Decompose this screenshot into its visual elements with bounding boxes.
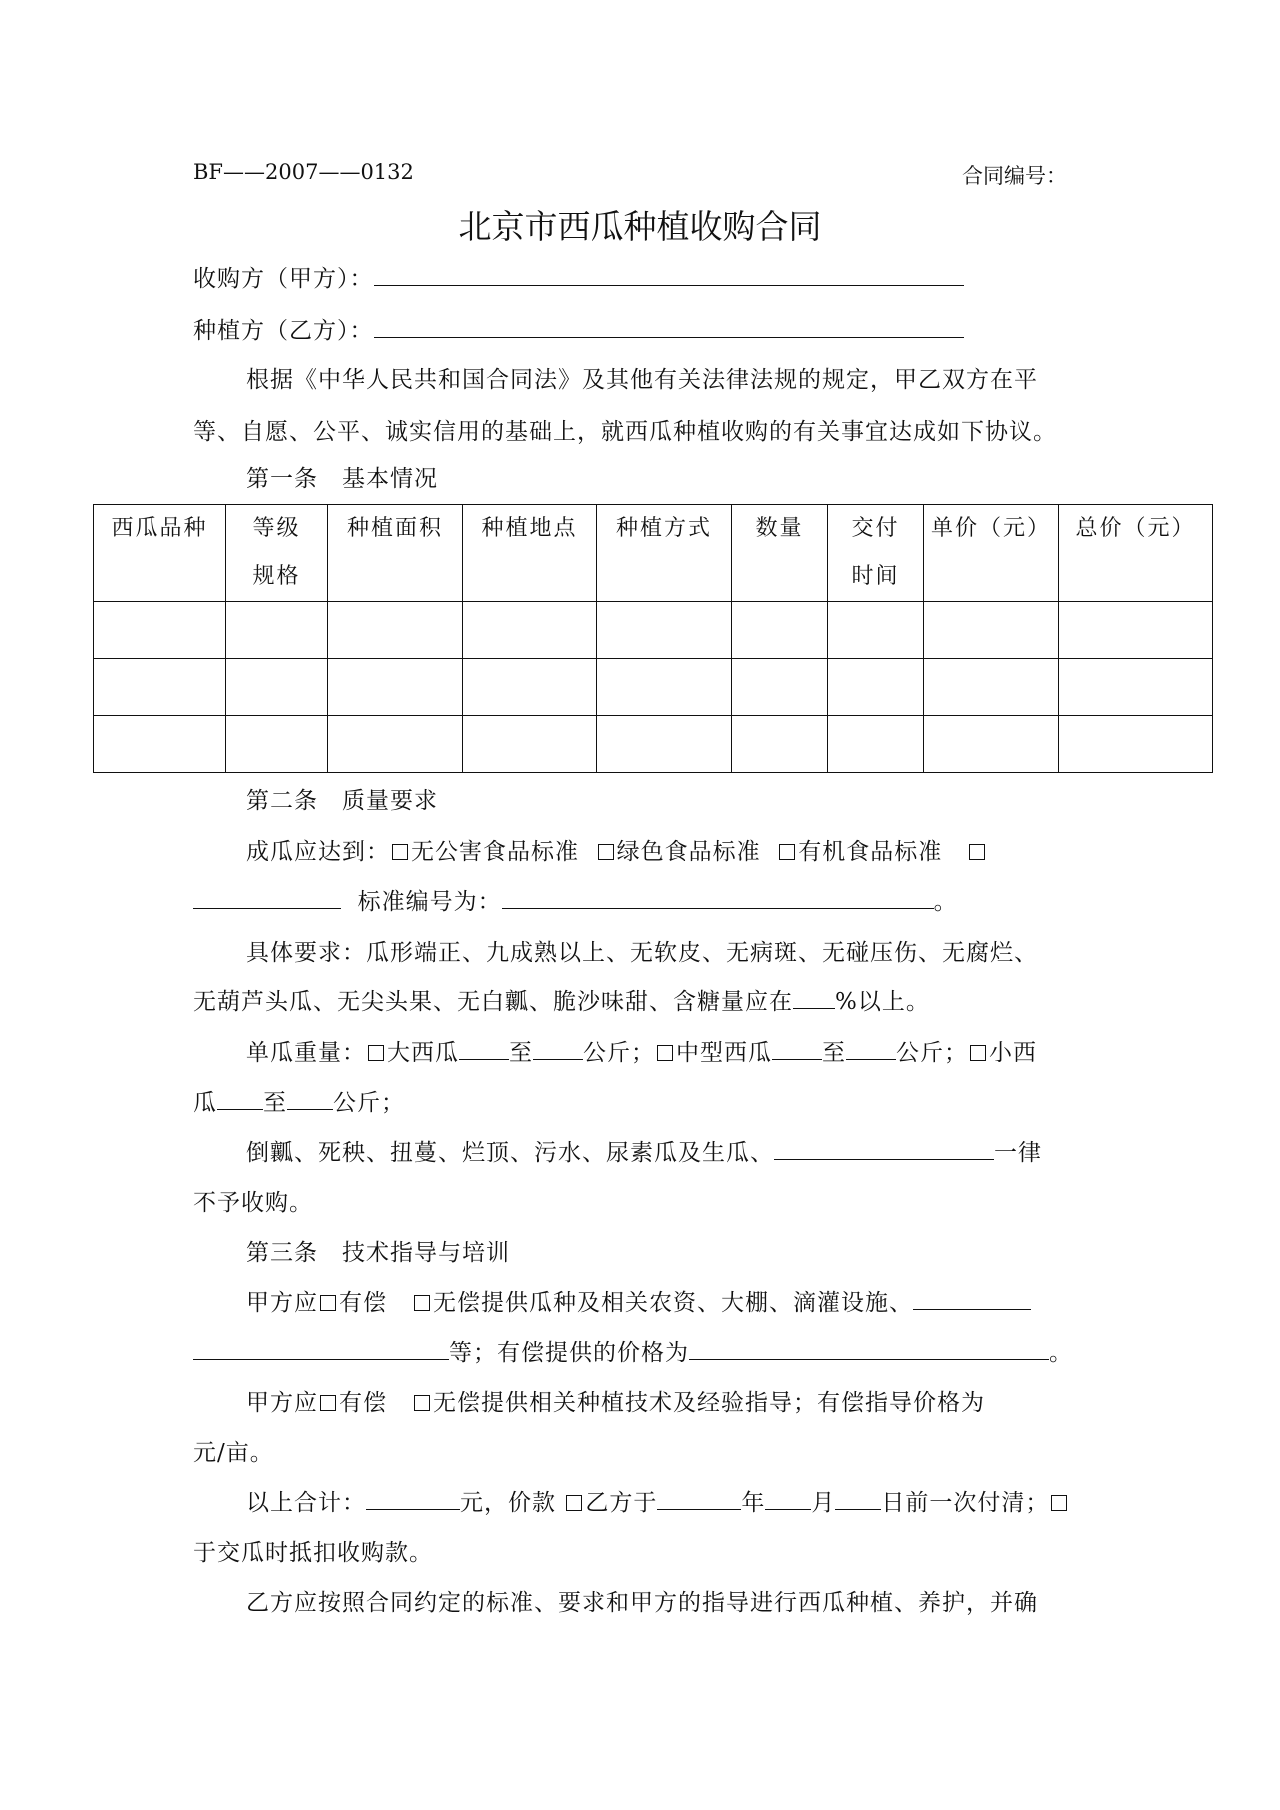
table-cell[interactable] [328, 716, 463, 773]
buyer-row [193, 264, 964, 294]
standard-prefix: 成瓜应达到： [246, 839, 390, 865]
small-min-blank[interactable] [217, 1089, 263, 1110]
checkbox-pay-before[interactable] [566, 1495, 582, 1511]
deduct-text: 于交瓜时抵扣收购款。 [193, 1540, 433, 1566]
checkbox-big-melon[interactable] [368, 1045, 384, 1061]
paid-label: 有偿 [339, 1290, 387, 1316]
table-cell[interactable] [828, 602, 924, 659]
header-line-2: 规格 [252, 564, 301, 589]
free-supply-text: 无偿提供瓜种及相关农资、大棚、滴灌设施、 [432, 1290, 913, 1316]
b-before-text: 乙方于 [585, 1490, 658, 1516]
total-row [246, 1488, 1070, 1518]
table-cell[interactable] [597, 659, 732, 716]
header-line-1: 种植方式 [615, 516, 712, 541]
page-title: 北京市西瓜种植收购合同 [458, 207, 822, 246]
small-max-blank[interactable] [287, 1089, 333, 1110]
reject-row [246, 1138, 1042, 1168]
header-line-1: 单价（元） [930, 516, 1051, 541]
table-cell[interactable] [828, 716, 924, 773]
table-cell[interactable] [328, 659, 463, 716]
requirement-line-2 [193, 987, 930, 1017]
basic-info-table [93, 504, 1213, 773]
table-header-cell [226, 505, 328, 602]
supply-price-row [193, 1338, 1073, 1368]
table-cell[interactable] [597, 602, 732, 659]
table-cell[interactable] [226, 602, 328, 659]
header-line-1: 种植面积 [346, 516, 443, 541]
article2-title: 第二条 质量要求 [246, 788, 438, 814]
checkbox-small-melon[interactable] [970, 1045, 986, 1061]
requirement-line-1: 具体要求：瓜形端正、九成熟以上、无软皮、无病斑、无碰压伤、无腐烂、 [246, 940, 1038, 966]
month-blank[interactable] [765, 1489, 811, 1510]
month-text: 月 [811, 1490, 836, 1516]
table-cell[interactable] [463, 716, 597, 773]
reject-text: 倒瓤、死秧、扭蔓、烂顶、污水、尿素瓜及生瓜、 [246, 1140, 774, 1166]
supply-row [246, 1288, 1031, 1318]
other-standard-blank[interactable] [193, 888, 341, 909]
percent-text: %以上。 [835, 989, 930, 1015]
sugar-blank[interactable] [793, 988, 835, 1009]
requirement-text: 无葫芦头瓜、无尖头果、无白瓤、脆沙味甜、含糖量应在 [193, 989, 793, 1015]
to-text: 至 [263, 1090, 287, 1116]
header-line-1: 总价（元） [1075, 516, 1196, 541]
unit-text: 元/亩。 [193, 1440, 274, 1466]
checkbox-guide-paid[interactable] [320, 1395, 336, 1411]
doc-code: BF——2007——0132 [193, 160, 414, 184]
table-cell[interactable] [732, 659, 828, 716]
option-pollution-free: 无公害食品标准 [411, 839, 579, 865]
reject-blank[interactable] [774, 1139, 994, 1160]
total-prefix: 以上合计： [246, 1490, 366, 1516]
table-cell[interactable] [1059, 716, 1213, 773]
header-line-1: 交付 [851, 516, 900, 541]
paid-label: 有偿 [339, 1390, 387, 1416]
small-melon-label: 小西 [989, 1040, 1037, 1066]
table-row [94, 602, 1213, 659]
header-line-1: 种植地点 [481, 516, 578, 541]
table-header-cell [828, 505, 924, 602]
period: 。 [1049, 1340, 1073, 1366]
table-cell[interactable] [597, 716, 732, 773]
table-header-cell [732, 505, 828, 602]
table-cell[interactable] [732, 602, 828, 659]
table-header-cell [94, 505, 226, 602]
kg-text: 公斤； [583, 1040, 655, 1066]
standard-row [246, 837, 988, 867]
preamble-line-2: 等、自愿、公平、诚实信用的基础上，就西瓜种植收购的有关事宜达成如下协议。 [193, 419, 1057, 445]
contract-no-label: 合同编号： [962, 164, 1067, 188]
kg-text: 公斤； [333, 1090, 405, 1116]
weight-prefix: 单瓜重量： [246, 1040, 366, 1066]
table-cell[interactable] [463, 602, 597, 659]
table-cell[interactable] [463, 659, 597, 716]
table-header-cell [597, 505, 732, 602]
year-blank[interactable] [657, 1489, 741, 1510]
header-line-1: 等级 [252, 516, 301, 541]
table-row [94, 659, 1213, 716]
table-cell[interactable] [828, 659, 924, 716]
supply-prefix: 甲方应 [246, 1290, 318, 1316]
checkbox-guide-free[interactable] [414, 1395, 430, 1411]
header-line-2: 时间 [851, 564, 900, 589]
table-cell[interactable] [924, 716, 1059, 773]
buyer-label: 收购方（甲方）： [193, 266, 374, 292]
day-pay-text: 日前一次付清； [881, 1490, 1050, 1516]
year-text: 年 [741, 1490, 766, 1516]
table-cell[interactable] [94, 716, 226, 773]
table-cell[interactable] [924, 602, 1059, 659]
supply-items-blank[interactable] [193, 1339, 449, 1360]
last-line: 乙方应按照合同约定的标准、要求和甲方的指导进行西瓜种植、养护，并确 [246, 1590, 1038, 1616]
article1-title: 第一条 基本情况 [246, 466, 438, 492]
mid-min-blank[interactable] [772, 1039, 822, 1060]
standard-no-blank[interactable] [502, 888, 934, 909]
table-cell[interactable] [732, 716, 828, 773]
to-text: 至 [509, 1040, 533, 1066]
yuan-payment-text: 元，价款 [460, 1490, 556, 1516]
checkbox-other-standard[interactable] [969, 844, 985, 860]
table-cell[interactable] [226, 659, 328, 716]
period: 。 [933, 889, 958, 915]
checkbox-organic[interactable] [779, 844, 795, 860]
table-cell[interactable] [1059, 659, 1213, 716]
weight-row [246, 1038, 1037, 1068]
checkbox-supply-free[interactable] [414, 1295, 430, 1311]
checkbox-deduct[interactable] [1051, 1495, 1067, 1511]
table-header-cell [328, 505, 463, 602]
guidance-prefix: 甲方应 [246, 1390, 318, 1416]
total-blank[interactable] [366, 1489, 460, 1510]
kg-text: 公斤； [896, 1040, 968, 1066]
table-header-cell [924, 505, 1059, 602]
standard-no-label: 标准编号为： [357, 889, 502, 915]
preamble-line-1: 根据《中华人民共和国合同法》及其他有关法律法规的规定，甲乙双方在平 [246, 367, 1038, 393]
supply-price-blank[interactable] [689, 1339, 1049, 1360]
day-blank[interactable] [835, 1489, 881, 1510]
big-melon-label: 大西瓜 [387, 1040, 459, 1066]
guidance-row [246, 1388, 985, 1418]
table-cell[interactable] [94, 659, 226, 716]
reject-tail: 一律 [994, 1140, 1042, 1166]
table-cell[interactable] [924, 659, 1059, 716]
option-organic: 有机食品标准 [798, 839, 943, 865]
to-text: 至 [822, 1040, 846, 1066]
option-green-food: 绿色食品标准 [616, 839, 761, 865]
table-header-cell [1059, 505, 1213, 602]
small-melon-label-tail: 瓜 [193, 1090, 217, 1116]
header-line-1: 西瓜品种 [111, 516, 208, 541]
header-line-1: 数量 [755, 516, 804, 541]
small-melon-row [193, 1088, 405, 1118]
grower-label: 种植方（乙方）： [193, 318, 374, 344]
etc-price-text: 等；有偿提供的价格为 [449, 1340, 689, 1366]
mid-melon-label: 中型西瓜 [676, 1040, 772, 1066]
checkbox-pollution-free[interactable] [392, 844, 408, 860]
checkbox-green-food[interactable] [598, 844, 614, 860]
standard-no-row [193, 887, 958, 917]
reject-line-2: 不予收购。 [193, 1190, 313, 1216]
table-row [94, 716, 1213, 773]
table-cell[interactable] [328, 602, 463, 659]
grower-blank[interactable] [374, 317, 964, 338]
checkbox-mid-melon[interactable] [657, 1045, 673, 1061]
free-guide-text: 无偿提供相关种植技术及经验指导；有偿指导价格为 [432, 1390, 985, 1416]
big-max-blank[interactable] [533, 1039, 583, 1060]
grower-row [193, 316, 964, 346]
checkbox-supply-paid[interactable] [320, 1295, 336, 1311]
article3-title: 第三条 技术指导与培训 [246, 1240, 510, 1266]
mid-max-blank[interactable] [846, 1039, 896, 1060]
table-cell[interactable] [226, 716, 328, 773]
big-min-blank[interactable] [459, 1039, 509, 1060]
supply-other-blank[interactable] [913, 1289, 1031, 1310]
table-cell[interactable] [1059, 602, 1213, 659]
table-header-cell [463, 505, 597, 602]
buyer-blank[interactable] [374, 265, 964, 286]
table-cell[interactable] [94, 602, 226, 659]
